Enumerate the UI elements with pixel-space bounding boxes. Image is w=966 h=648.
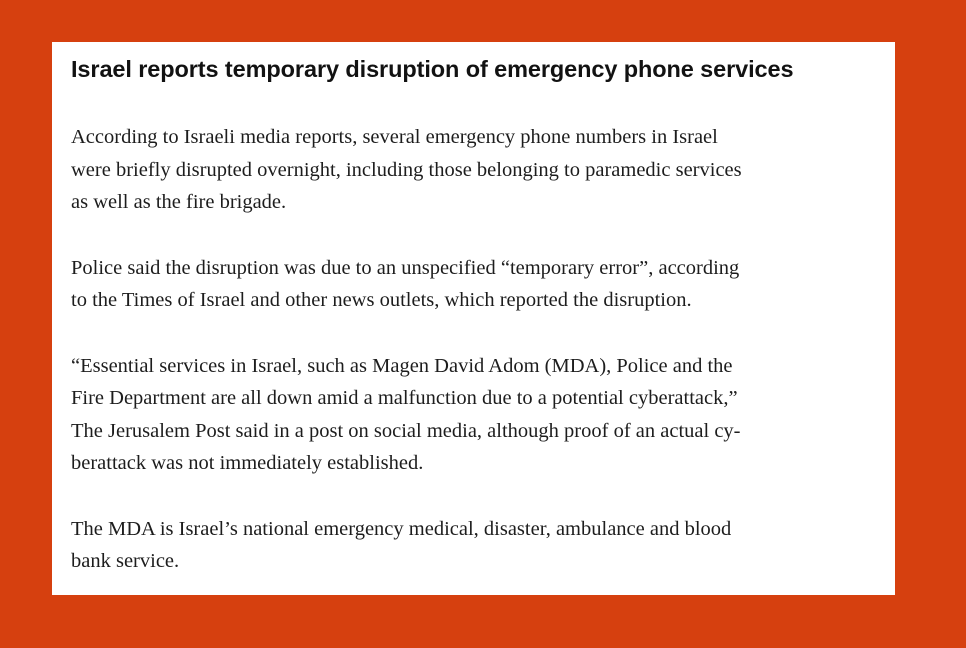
paragraph-3-line-1: “Essential services in Israel, such as Magen David Adom (MDA), Police and the (71, 354, 733, 377)
paragraph-1 (71, 121, 875, 219)
paragraph-1-line-2: were briefly disrupted overnight, including those belonging to paramedic services (71, 158, 742, 181)
paragraph-3 (71, 350, 875, 480)
paragraph-3-line-3: The Jerusalem Post said in a post on social media, although proof of an actual cy- (71, 419, 741, 442)
paragraph-3-line-4: berattack was not immediately established. (71, 452, 424, 474)
paragraph-2 (71, 252, 875, 317)
paragraph-4-line-2: bank service. (71, 550, 180, 572)
paragraph-3-line-2: Fire Department are all down amid a malfunction due to a potential cyberattack,” (71, 387, 738, 409)
paragraph-2-line-2: to the Times of Israel and other news outlets, which reported the disruption. (71, 289, 692, 311)
paragraph-4-line-1: The MDA is Israel’s national emergency medical, disaster, ambulance and blood (71, 517, 732, 540)
article-card (52, 42, 895, 595)
paragraph-1-line-3: as well as the fire brigade. (71, 191, 287, 213)
article-body (71, 121, 875, 578)
article-headline: Israel reports temporary disruption of emergency phone services (71, 56, 794, 82)
paragraph-4 (71, 513, 875, 578)
paragraph-1-line-1: According to Israeli media reports, several emergency phone numbers in Israel (71, 126, 718, 148)
paragraph-2-line-1: Police said the disruption was due to an unspecified “temporary error”, according (71, 256, 740, 279)
